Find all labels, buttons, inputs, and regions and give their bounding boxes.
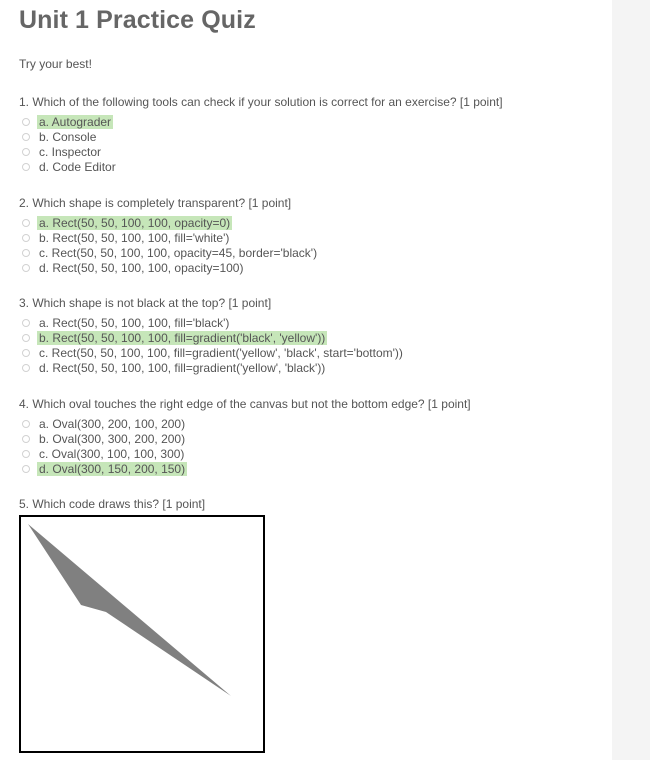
question-text: 1. Which of the following tools can check if your solution is correct for an exercise? [1 point] [19,95,503,109]
question-4 [19,397,471,476]
question-text: 4. Which oval touches the right edge of the canvas but not the bottom edge? [1 point] [19,397,471,411]
question-3 [19,296,405,375]
radio-button[interactable] [22,364,30,372]
radio-button[interactable] [22,334,30,342]
choice-list [19,215,319,275]
choice-label: b. Rect(50, 50, 100, 100, fill='white') [39,230,230,245]
radio-button[interactable] [22,219,30,227]
radio-button[interactable] [22,264,30,272]
choice-label: d. Rect(50, 50, 100, 100, fill=gradient('yellow', 'black')) [39,360,326,375]
choice-a[interactable] [19,215,319,230]
choice-label: d. Code Editor [39,159,116,174]
choice-c[interactable] [19,144,503,159]
choice-a[interactable] [19,114,503,129]
choice-b[interactable] [19,431,471,446]
question-1 [19,95,503,174]
choice-label: a. Rect(50, 50, 100, 100, opacity=0) [39,215,231,230]
question-2 [19,196,319,275]
choice-a[interactable] [19,416,471,431]
radio-button[interactable] [22,465,30,473]
figure-svg [21,517,263,751]
question-text: 5. Which code draws this? [1 point] [19,497,206,511]
choice-c[interactable] [19,446,471,461]
radio-button[interactable] [22,349,30,357]
question-text: 3. Which shape is not black at the top? [1 point] [19,296,272,310]
choice-label: c. Oval(300, 100, 100, 300) [39,446,185,461]
radio-button[interactable] [22,420,30,428]
choice-label: d. Oval(300, 150, 200, 150) [39,461,186,476]
choice-list [19,114,503,174]
radio-button[interactable] [22,133,30,141]
choice-list [19,315,405,375]
radio-button[interactable] [22,118,30,126]
choice-label: a. Rect(50, 50, 100, 100, fill='black') [39,315,230,330]
radio-button[interactable] [22,148,30,156]
radio-button[interactable] [22,450,30,458]
radio-button[interactable] [22,234,30,242]
choice-label: b. Console [39,129,97,144]
choice-d[interactable] [19,159,503,174]
choice-a[interactable] [19,315,405,330]
choice-label: d. Rect(50, 50, 100, 100, opacity=100) [39,260,244,275]
page-subtitle: Try your best! [19,57,92,71]
radio-button[interactable] [22,319,30,327]
page-title: Unit 1 Practice Quiz [19,6,256,34]
choice-d[interactable] [19,260,319,275]
choice-c[interactable] [19,245,319,260]
choice-b[interactable] [19,129,503,144]
choice-label: c. Inspector [39,144,102,159]
question-5 [19,497,205,516]
radio-button[interactable] [22,163,30,171]
choice-d[interactable] [19,461,471,476]
right-gutter [612,0,650,760]
choice-label: c. Rect(50, 50, 100, 100, opacity=45, border='black') [39,245,318,260]
choice-label: a. Autograder [39,114,112,129]
choice-b[interactable] [19,330,405,345]
choice-list [19,416,471,476]
choice-label: a. Oval(300, 200, 100, 200) [39,416,186,431]
canvas-figure [19,515,265,753]
choice-label: b. Rect(50, 50, 100, 100, fill=gradient('black', 'yellow')) [39,330,326,345]
radio-button[interactable] [22,249,30,257]
question-text: 2. Which shape is completely transparent? [1 point] [19,196,292,210]
choice-label: b. Oval(300, 300, 200, 200) [39,431,186,446]
choice-b[interactable] [19,230,319,245]
gray-polygon [28,524,231,696]
choice-c[interactable] [19,345,405,360]
choice-label: c. Rect(50, 50, 100, 100, fill=gradient('yellow', 'black', start='bottom')) [39,345,403,360]
radio-button[interactable] [22,435,30,443]
choice-d[interactable] [19,360,405,375]
